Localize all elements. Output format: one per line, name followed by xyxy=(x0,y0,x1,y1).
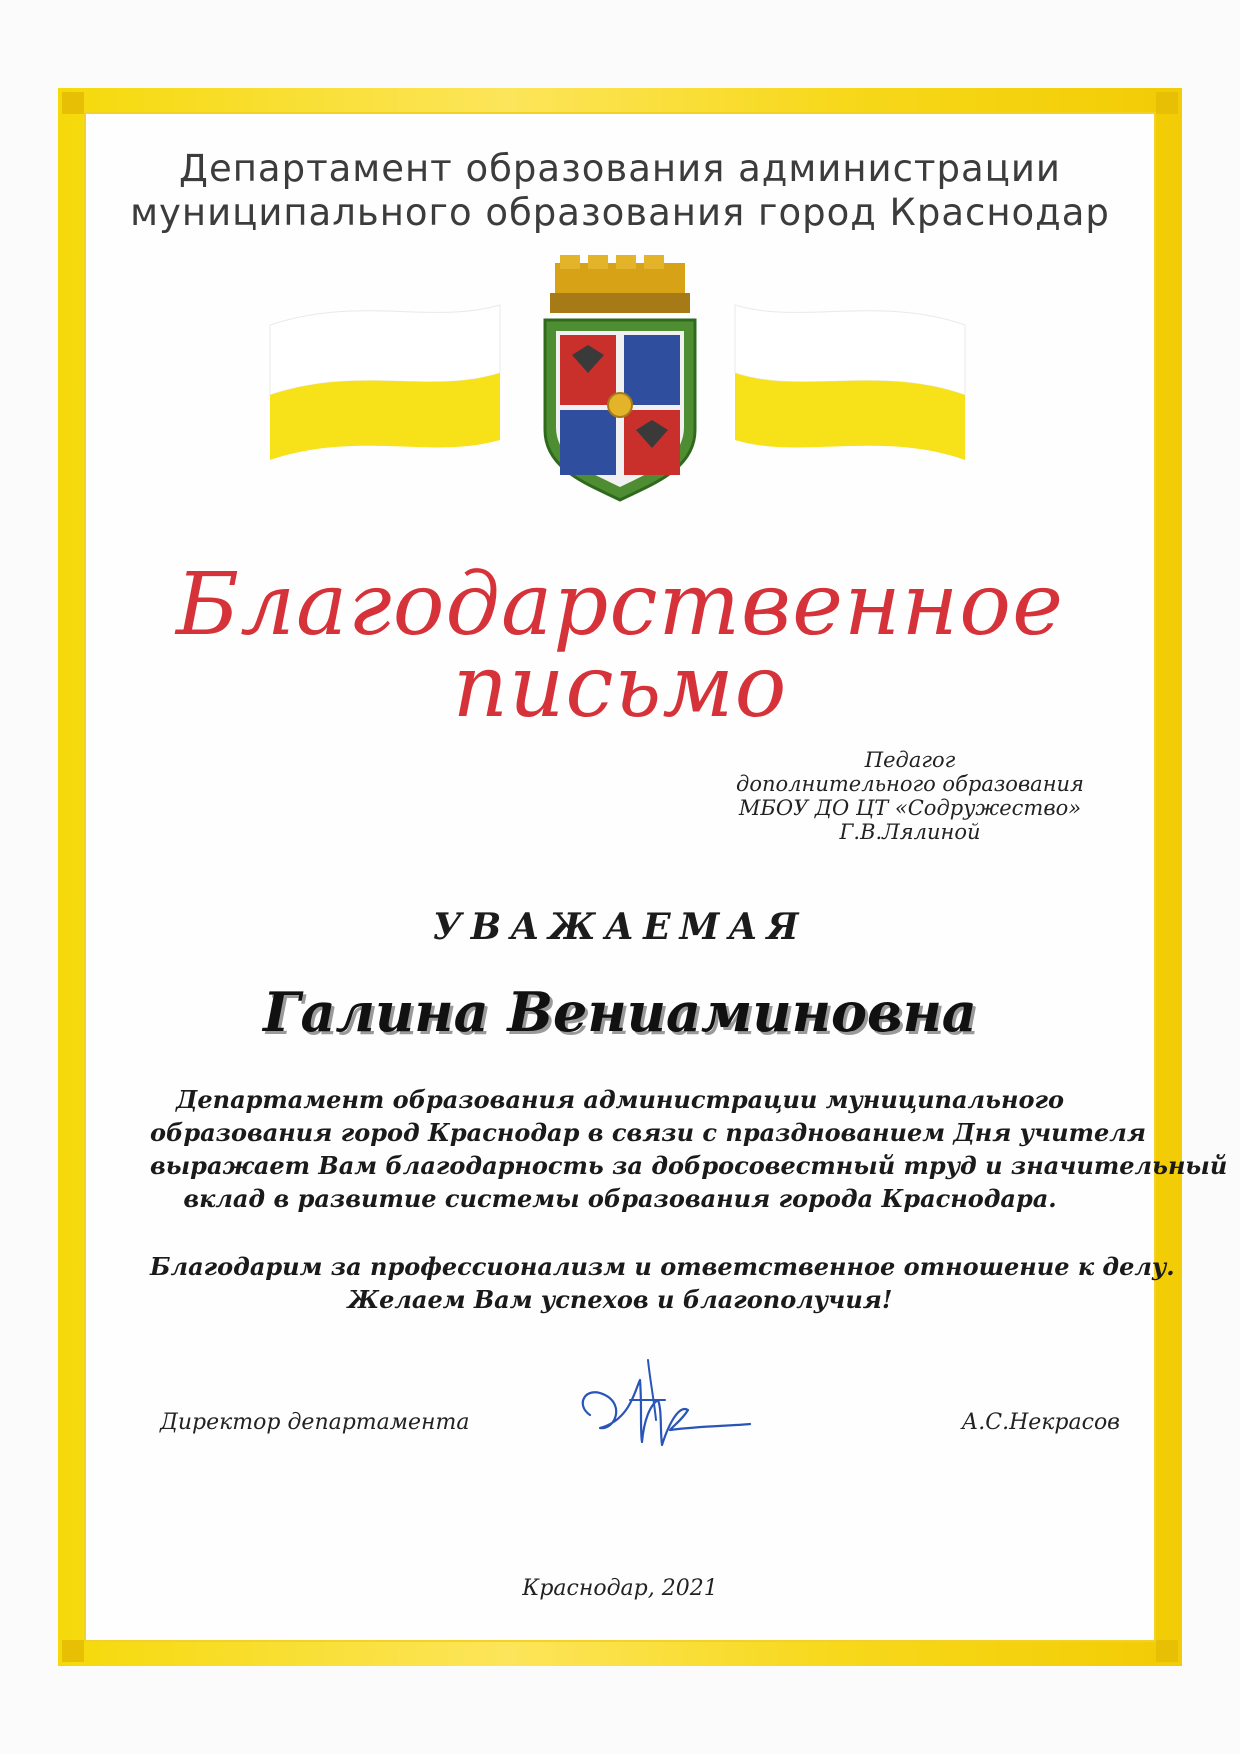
recipient-line-3: МБОУ ДО ЦТ «Содружество» xyxy=(738,796,1082,820)
frame-corner xyxy=(62,1640,84,1662)
recipient-line-2: дополнительного образования xyxy=(736,772,1084,796)
body-paragraph-2 xyxy=(150,1250,1175,1316)
left-flag-icon xyxy=(270,305,500,460)
recipient-line-1: Педагог xyxy=(864,748,956,772)
header-line-1: Департамент образования администрации xyxy=(179,147,1061,190)
right-flag-icon xyxy=(735,305,965,460)
title-line-1: Благодарственное xyxy=(176,555,1064,655)
body-line: Желаем Вам успехов и благополучия! xyxy=(347,1285,893,1314)
body-line: вклад в развитие системы образования города Краснодара. xyxy=(183,1184,1057,1213)
recipient-name: Галина Вениаминовна xyxy=(263,980,977,1044)
header-line-2: муниципального образования город Краснодар xyxy=(130,191,1110,234)
body-line: Благодарим за профессионализм и ответственное отношение к делу. xyxy=(150,1252,1175,1281)
body-line: выражает Вам благодарность за добросовестный труд и значительный xyxy=(150,1151,1228,1180)
place-and-date: Краснодар, 2021 xyxy=(522,1576,718,1601)
recipient-block xyxy=(700,748,1120,844)
frame-corner xyxy=(1156,92,1178,114)
body-line: Департамент образования администрации муниципального xyxy=(176,1085,1064,1114)
signatory-name: А.С.Некрасов xyxy=(961,1410,1120,1435)
title-line-2: письмо xyxy=(452,637,788,737)
emblem-block xyxy=(0,255,1240,525)
body-line: образования город Краснодар в связи с празднованием Дня учителя xyxy=(150,1118,1146,1147)
salutation: УВАЖАЕМАЯ xyxy=(432,906,808,948)
krasnodar-coat-of-arms-icon xyxy=(545,255,695,500)
recipient-line-4: Г.В.Лялиной xyxy=(839,820,981,844)
signatory-role: Директор департамента xyxy=(160,1410,470,1435)
frame-corner xyxy=(1156,1640,1178,1662)
flags-and-emblem xyxy=(0,255,1240,525)
handwritten-signature-icon xyxy=(570,1350,760,1460)
body-paragraph-1 xyxy=(150,1083,1228,1215)
frame-corner xyxy=(62,92,84,114)
